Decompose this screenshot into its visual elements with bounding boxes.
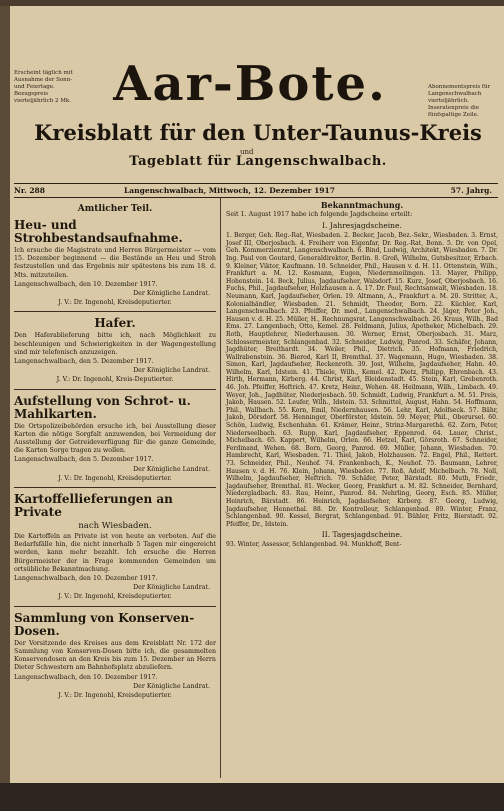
article-body: Der Vorsitzende des Kreises aus dem Kreisblatt Nr. 172 der Sammlung von Konserven-Dosen bitte ich, die gesammelten Konservendosen an den Kreis bis zum 15. Dezember an Herrn Dieter Schwestern am Bahnhofsplatz abzuliefern. [14,639,216,672]
article-divider [14,487,216,488]
top-edge [0,0,504,6]
right-column [226,200,498,549]
masthead-right-info: Abonnementspreis für Langenschwalbach vierteljährlich. Inseratenpreis die fünfspaltige Zeile. [428,84,491,118]
article-signer: J. V.: Dr. Ingenohl, Kreisdeputierter. [58,474,172,482]
header-rule-top [14,183,498,184]
article-office: Der Königliche Landrat. [133,584,210,592]
article-signer: J. V.: Dr. Ingenohl, Kreisdeputierter. [58,691,172,699]
bottom-edge [0,783,504,811]
article-subheading: nach Wiesbaden. [78,521,152,532]
article-office: Der Königliche Landrat. [133,682,210,690]
article-hay-straw [14,219,216,307]
article-divider [14,389,216,390]
article-divider [14,606,216,607]
article-office: Der Königliche Landrat. [133,290,210,298]
binding-edge [0,0,10,811]
article-signer: J. V.: Dr. Ingenohl, Kreis-Deputierter. [56,376,174,384]
masthead-und: und [240,148,254,156]
masthead-subtitle-2: Tageblatt für Langenschwalbach. [129,154,387,169]
notice-section-daily: II. Tagesjagdscheine. [321,530,403,540]
article-body: Die Kartoffeln an Private ist von heute an verboten. Auf die Bedarfsfälle hin, die nicht innerhalb 5 Tagen mir eingereicht werden, kann mehr bezahlt. Ich ersuche die Herren Bürgermeister der in Frage kommenden Gemeinden um ortsübliche Bekanntmachung. [14,533,216,573]
left-column [14,200,216,700]
article-date: Langenschwalbach, den 10. Dezember 1917. [14,673,158,681]
article-heading: Hafer. [94,316,136,331]
article-cans [14,612,216,700]
article-heading: Aufstellung von Schrot- u. Mahlkarten. [14,393,191,421]
article-office: Der Königliche Landrat. [133,367,210,375]
article-heading: Sammlung von Konserven-Dosen. [14,610,195,638]
article-signer: J. V.: Dr. Ingenohl, Kreisdeputierter. [58,299,172,307]
article-heading: Kartoffellieferungen an Private [14,492,173,520]
notice-title: Bekanntmachung. [320,200,404,210]
article-office: Der Königliche Landrat. [133,465,210,473]
article-divider [14,311,216,312]
notice-section-annual: I. Jahresjagdscheine. [322,221,402,231]
issue-date: Langenschwalbach, Mittwoch, 12. Dezember 1917 [124,186,335,195]
article-milling-cards [14,395,216,483]
article-date: Langenschwalbach, den 5. Dezember 1917. [14,358,154,366]
article-date: Langenschwalbach, den 5. Dezember 1917. [14,456,154,464]
article-body: Die Ortspolizeibehörden ersuche ich, bei Ausstellung dieser Karten die nötige Sorgfalt anzuwenden, bei Vermeidung der Ausstellung der Getreideverfügung für die ganze Gemeinde, die Karten Sorge tragen zu wollen. [14,422,216,455]
article-signer: J. V.: Dr. Ingenohl, Kreisdeputierter. [58,593,172,601]
issue-number: Nr. 288 [14,186,45,195]
hunting-license-list-daily: 93. Winter, Assessor, Schlangenbad. 94. Munkhoff, Bent- [226,541,402,549]
notice-lead: Seit 1. August 1917 habe ich folgende Jagdscheine erteilt: [226,211,413,218]
article-date: Langenschwalbach, den 10. Dezember 1917. [14,280,158,288]
column-divider [220,198,221,778]
hunting-license-list: 1. Berger, Geh. Reg.-Rat, Wiesbaden. 2. Becker, Jacob, Bez.-Sekr., Wiesbaden. 3. Ernst, Josef III, Oberjosbach. 4. Freiherr von Eigenfar, Dr. Reg.-Rat, Bonn. 5. Dr. von Opel, Geh. Kommerzienrat, Langenschwalbach. 6. Bind, Ludwig, Architekt, Wiesbaden. 7. Dr. Ing. Paul von Goutard, Generaldirektor, Berlin. 8. Groß, Wilhelm, Gutsbesitzer, Erbach. 9. Kleiner, Viktor, Kaufmann. 10. Schneider, Phil., Hausen v. d. H. 11. Ottenstein, Wilh., Frankfurt a. M. 12. Kosmann, Eugen, Niedernmeilingen. 13. Mayer, Philipp, Hohenstein. 14. Beck, Julius, Jagdaufseher, Walsdorf. 15. Kurz, Josef, Oberjosbach. 16. Fuchs, Phil., Jagdaufseher, Holzhausen a. A. 17. Dr. Paul, Rechtsanwalt, Wiesbaden. 18. Neumann, Karl, Jagdaufseher, Orlen. 19. Altmann, A., Frankfurt a. M. 20. Stritter, A., Kolonialhändler, Wiesbaden. 21. Schmidt, Theodor, Born. 22. Küchler, Karl, Langenschwalbach. 23. Pfeiffer, Dr. med., Langenschwalbach. 24. Jäger, Peter Joh., Hausen v. d. H. 25. Müller, H., Rechnungsrat, Langenschwalbach. 26. Kraus, Wilh., Bad Ems. 27. Langenbach, Otto, Kemel. 28. Feldmann, Julius, Apotheker, Michelbach. 29. Roth, Hauptlehrer, Niederhausen. 30. Werner, Ernst, Oberjosbach. 31. Marz, Schlossermeister, Schlangenbad. 32. Schneider, Ludwig, Panrod. 33. Schäfer, Johann, Jagdhüter, Breithardt. 34. Weiler, Phil., Dietrich. 35. Hofmann, Friedrich, Wallrabenstein. 36. Bierod, Karl II, Bremthal. 37. Wagemann, Hugo, Wiesbaden. 38. Simon, Karl, Jagdaufseher, Reckenroth. 39. Jost, Wilhelm, Jagdaufseher, Hahn. 40. Wilhelm, Karl, Idstein. 41. Thiele, Wilh., Kemel. 42. Dietz, Philipp, Ehrenbach. 43. Hirth, Hermann, Kirberg. 44. Christ, Karl, Bleidenstadt. 45. Stein, Karl, Grebenroth. 46. Joh. Pfeiffer, Heftrich. 47. Kretz, Heinr., Wehen. 48. Heilmann, Wilh., Limbach. 49. Weyer, Joh., Jagdhüter, Niederjosbach. 50. Schmidt, Ludwig, Frankfurt a. M. 51. Preis, Jakob, Hausen. 52. Leufer, Wilh., Idstein. 53. Schmittel, August, Hahn. 54. Hoffmann, Phil., Wallbach. 55. Kern, Emil, Niedernhausen. 56. Lehr, Karl, Adolfseck. 57. Bähr, Jakob, Dörsdorf. 58. Henninger, Oberförster, Idstein. 59. Meyer, Phil., Oberursel. 60. Schön, Ludwig, Eschenhahn. 61. Krämer, Heinr., Strinz-Margarethä. 62. Zorn, Peter, Niederseelbach. 63. Rupp, Karl, Jagdaufseher, Eppenrod. 64. Lauer, Christ., Michelbach. 65. Kappert, Wilhelm, Orlen. 66. Hetzel, Karl, Görsroth. 67. Schneider, Ferdinand, Wehen. 68. Born, Georg, Panrod. 69. Müller, Johann, Wiesbaden. 70. Hambrecht, Karl, Wiesbaden. 71. Thiel, Jakob, Holzhausen. 72. Engel, Phil., Rettert. 73. Schneider, Phil., Neuhof. 74. Frankenbach, K., Neuhof. 75. Baumann, Lehrer, Hausen v. d. H. 76. Klein, Johann, Wiesbaden. 77. Roß, Adolf, Michelbach. 78. Noll, Wilhelm, Jagdaufseher, Heftrich. 79. Schäfer, Peter, Bärstadt. 80. Muth, Friedr., Jagdaufseher, Bremthal. 81. Wecker, Georg, Frankfurt a. M. 82. Schneider, Bernhard, Niedergladbach. 83. Rau, Heinr., Panrod. 84. Nehrling, Georg, Esch. 85. Müller, Heinrich, Bärstadt. 86. Heinrich, Jagdaufseher, Kirberg. 87. Georg, Ludwig, Jagdaufseher, Hennethal. 88. Dr. Kontrolleur, Schlangenbad. 89. Winter, Franz, Schlangenbad. 90. Kessel, Bergrat, Schlangenbad. 91. Bühler, Fritz, Bierstadt. 92. Pfeiffer, Dr., Idstein. [226,232,498,528]
masthead-subtitle: Kreisblatt für den Unter-Taunus-Kreis [34,120,482,145]
article-date: Langenschwalbach, den 10. Dezember 1917. [14,575,158,583]
article-body: Den Haferablieferung bitte ich, nach Möglichkeit zu beschleunigen und Schwierigkeiten in der Wagengestellung sind mir telefonisch anzuzeigen. [14,332,216,356]
masthead-left-info: Erscheint täglich mit Ausnahme der Sonn- und Feiertage. Bezugspreis vierteljährlich 2 Mk. [14,70,73,104]
article-potatoes [14,493,216,602]
article-body: Ich ersuche die Magistrate und Herren Bürgermeister — vom 15. Dezember beginnend — die Bestände an Heu und Stroh festzustellen und das Ergebnis mir spätestens bis zum 18. d. Mts. mitzuteilen. [14,247,216,279]
article-oats [14,317,216,384]
issue-year: 57. Jahrg. [450,186,492,195]
masthead-title: Aar-Bote. [113,56,387,112]
article-heading: Heu- und Strohbestandsaufnahme. [14,218,183,245]
header-rule-bottom [14,197,498,198]
section-official: Amtlicher Teil. [77,204,153,214]
